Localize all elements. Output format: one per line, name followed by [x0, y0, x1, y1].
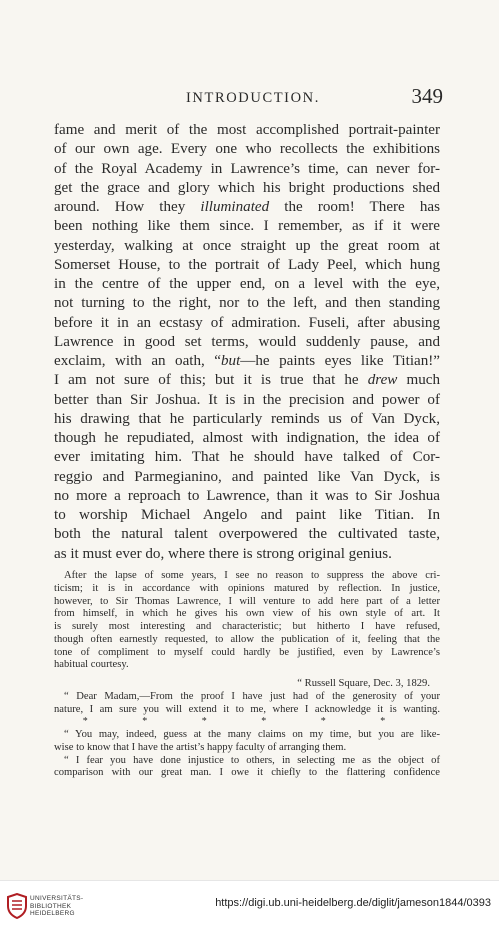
letter-line: comparison with our great man. I owe it chiefly to the flattering confidence: [54, 767, 440, 779]
letter-line: nature, I am sure you will extend it to me, where I acknowledge it is wanting.: [54, 703, 440, 715]
viewer-footer: [0, 880, 499, 930]
text-line: reggio and Parmegianino, and painted like Van Dyck, is: [54, 468, 440, 485]
library-name-line: BIBLIOTHEK: [30, 902, 72, 910]
footnote-line: tone of compliment to myself could hardly be justified, even by Lawrence’s: [54, 646, 440, 658]
text-line: get the grace and glory which his bright productions shed: [54, 179, 440, 196]
footnote-line: though often earnestly requested, to allow the publication of it, feeling that the: [54, 633, 440, 645]
text-line: his drawing that he particularly reminds us of Van Dyck,: [54, 410, 440, 427]
text-line: fame and merit of the most accomplished portrait-painter: [54, 122, 440, 138]
footnote-line: habitual courtesy.: [54, 659, 129, 671]
text-line: yesterday, walking at once straight up the great room at: [54, 237, 440, 254]
footnote-line: After the lapse of some years, I see no reason to suppress the above cri-: [64, 570, 440, 581]
letter-line: “ You may, indeed, guess at the many claims on my time, but you are like-: [64, 729, 440, 740]
footnote-line: however, to Sir Thomas Lawrence, I will venture to add here part of a letter: [54, 595, 440, 607]
text-line: ever imitating him. That he should have talked of Cor-: [54, 449, 440, 466]
text-line: [54, 198, 440, 217]
text-line: to worship Michael Angelo and paint like Titian. In: [54, 507, 440, 523]
page-number: 349: [411, 84, 443, 108]
page-header: [52, 84, 443, 112]
body-text: [54, 121, 440, 564]
letter-line: “ Dear Madam,—From the proof I have just had of the generosity of your: [64, 690, 440, 702]
text-line: [54, 371, 440, 390]
footnote-line: is surely most interesting and characteristic; but hitherto I have refused,: [54, 621, 440, 632]
library-name-line: UNIVERSITÄTS-: [30, 895, 84, 902]
text-line: in the centre of the upper end, on a level with the eye,: [54, 276, 440, 292]
asterism: * * * * * *: [82, 716, 412, 728]
italic-word: drew: [367, 372, 398, 389]
text-fragment: around. How they: [54, 199, 186, 215]
letter-line: wise to know that I have the artist’s happy faculty of arranging them.: [54, 741, 347, 753]
text-fragment: the room! There has: [269, 199, 440, 215]
footnote-line: ticism; it is in accordance with opinions matured by reflection. In justice,: [54, 582, 440, 594]
italic-word: illuminated: [200, 199, 270, 215]
letter-dateline: “ Russell Square, Dec. 3, 1829.: [297, 678, 430, 689]
text-line: Lawrence in good set terms, would suddenly pause, and: [54, 333, 440, 350]
text-line: not turning to the right, nor to the left, and then standing: [54, 295, 440, 312]
text-fragment: —he paints eyes like Titian!”: [240, 353, 440, 369]
library-name: [30, 895, 83, 918]
text-line: better than Sir Joshua. It is in the precision and power of: [54, 391, 440, 408]
text-line: before it in an ecstasy of admiration. Fuseli, after abusing: [54, 314, 440, 331]
library-name-line: HEIDELBERG: [30, 910, 75, 917]
text-line: of the Royal Academy in Lawrence’s time, can never for-: [54, 160, 440, 177]
letter-line: “ I fear you have done injustice to others, in selecting me as the object of: [64, 754, 440, 766]
text-line: no more a reproach to Lawrence, than it was to Sir Joshua: [54, 487, 440, 504]
text-line: both the natural talent overpowered the cultivated taste,: [54, 526, 440, 543]
source-url-link[interactable]: https://digi.ub.uni-heidelberg.de/diglit/jameson1844/0393: [215, 897, 491, 909]
footnote-line: from himself, in which he gives his own view of his own style of art. It: [54, 608, 440, 620]
text-fragment: much: [397, 372, 441, 389]
text-fragment: I am not sure of this; but it is true that he: [54, 372, 359, 389]
text-line: as it must ever do, where there is strong original genius.: [54, 545, 392, 562]
text-line: though he repudiated, almost with indignation, the idea of: [54, 430, 440, 446]
university-library-logo-icon: [6, 893, 28, 919]
text-line: [54, 352, 440, 371]
italic-word: but: [220, 353, 241, 369]
text-line: been nothing like them since. I remember, as if it were: [54, 218, 440, 235]
footnote: [54, 570, 440, 780]
text-fragment: exclaim, with an oath, “: [54, 353, 221, 369]
text-line: of our own age. Every one who recollects the exhibitions: [54, 141, 440, 158]
text-line: Somerset House, to the portrait of Lady Peel, which hung: [54, 256, 440, 273]
running-head: INTRODUCTION.: [186, 90, 320, 106]
